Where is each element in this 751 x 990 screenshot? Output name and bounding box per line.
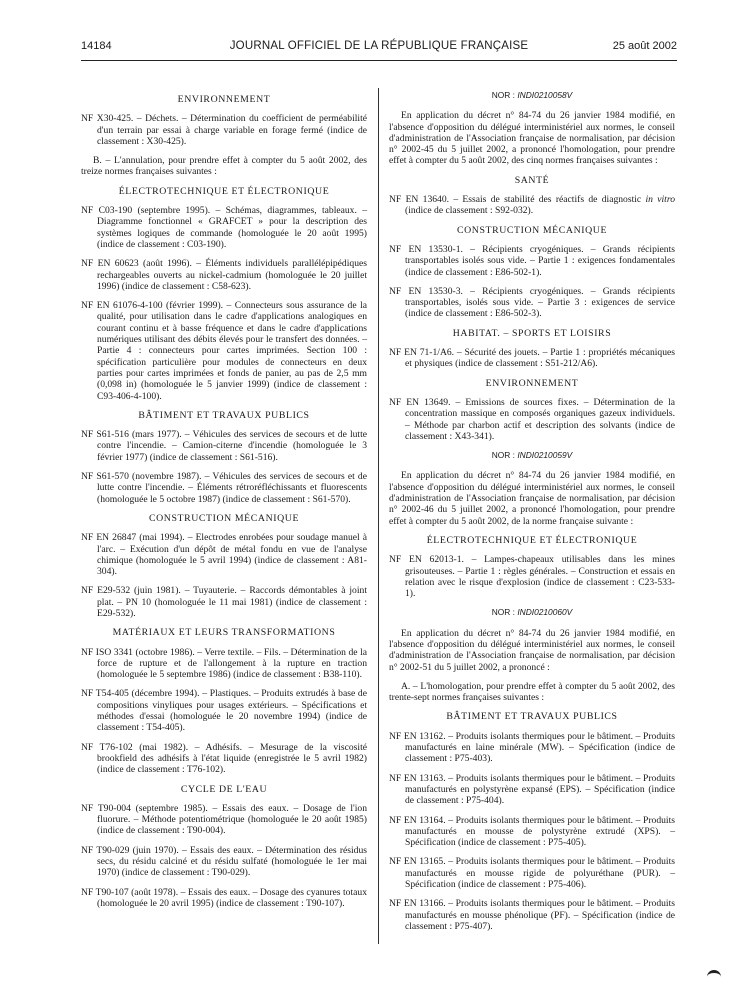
norm-entry: NF EN 26847 (mai 1994). – Electrodes enrobées pour soudage manuel à l'arc. – Exécution d'un dépôt de métal fondu en vue de l'analyse chimique (homologuée le 5 avril 1994) (indice de classement : A81-304).	[81, 532, 367, 578]
section-heading: SANTÉ	[514, 174, 550, 186]
norm-entry: NF EN 62013-1. – Lampes-chapeaux utilisables dans les mines grisouteuses. – Partie 1 : règles générales. – Construction et essais en relation avec le risque d'explosion (indice de classement : C23-533-1).	[389, 554, 675, 600]
nor-reference	[389, 607, 675, 618]
section-heading: HABITAT. – SPORTS ET LOISIRS	[452, 327, 612, 339]
nor-label: NOR :	[491, 450, 518, 461]
continuation-mark	[707, 970, 721, 980]
norm-entry: NF E29-532 (juin 1981). – Tuyauterie. – Raccords démontables à joint plat. – PN 10 (homologuée le 11 mai 1981) (indice de classement : E29-532).	[81, 585, 367, 619]
nor-reference	[389, 450, 675, 461]
norm-entry-text: NF EN 13640. – Essais de stabilité des réactifs de diagnostic	[389, 194, 646, 206]
norm-entry	[389, 194, 675, 217]
nor-id: INDI0210058V	[517, 90, 573, 100]
section-heading: BÂTIMENT ET TRAVAUX PUBLICS	[138, 409, 310, 421]
norm-entry: NF EN 13163. – Produits isolants thermiques pour le bâtiment. – Produits manufacturés en polystyrène expansé (EPS). – Spécification (indice de classement : P75-404).	[389, 772, 675, 807]
norm-entry: NF T76-102 (mai 1982). – Adhésifs. – Mesurage de la viscosité brookfield des adhésifs à l'état liquide (enregistrée le 5 avril 1982) (indice de classement : T76-102).	[81, 741, 367, 776]
norm-entry: NF EN 13530-3. – Récipients cryogéniques. – Grands récipients transportables, isolés sous vide. – Partie 3 : exigences de service (indice de classement : E86-502-3).	[389, 285, 675, 320]
norm-entry: NF T90-029 (juin 1970). – Essais des eaux. – Détermination des résidus secs, du résidu calciné et du résidu sulfaté (homologuée le 1er mai 1970) (indice de classement : T90-029).	[81, 844, 367, 879]
paragraph: A. – L'homologation, pour prendre effet à compter du 5 août 2002, des trente-sept normes françaises suivantes :	[389, 680, 675, 704]
column-divider	[378, 88, 379, 944]
left-column	[81, 88, 367, 917]
norm-entry-text: (indice de classement : S92-032).	[405, 205, 534, 217]
nor-reference	[389, 90, 675, 101]
norm-entry: NF T54-405 (décembre 1994). – Plastiques. – Produits extrudés à base de compositions vinyliques pour usages extérieurs. – Spécifications et méthodes d'essai (homologuée le 20 novembre 1994) (indice de classement : T54-405).	[81, 688, 367, 734]
section-heading: CONSTRUCTION MÉCANIQUE	[148, 512, 300, 524]
norm-entry: NF EN 60623 (août 1996). – Éléments individuels parallélépipédiques rechargeables ouverts au nickel-cadmium (homologuée le 20 juillet 1996) (indice de classement : C58-623).	[81, 258, 367, 292]
norm-entry: NF T90-107 (août 1978). – Essais des eaux. – Dosage des cyanures totaux (homologuée le 20 avril 1995) (indice de classement : T90-107).	[81, 886, 367, 909]
norm-entry: NF T90-004 (septembre 1985). – Essais des eaux. – Dosage de l'ion fluorure. – Méthode potentiométrique (homologuée le 20 août 1985) (indice de classement : T90-004).	[81, 802, 367, 837]
paragraph: En application du décret n° 84-74 du 26 janvier 1984 modifié, en l'absence d'opposition du délégué interministériel aux normes, le conseil d'administration de l'Association française de normalisation, par décision n° 2002-51 du 5 juillet 2002, a prononcé :	[389, 627, 675, 673]
nor-id: INDI0210060V	[517, 607, 573, 618]
section-heading: ENVIRONNEMENT	[177, 94, 271, 105]
norm-entry: NF S61-516 (mars 1977). – Véhicules des services de secours et de lutte contre l'incendie. – Camion-citerne d'incendie (homologuée le 3 février 1977) (indice de classement : S61-516).	[81, 429, 367, 463]
section-heading: ÉLECTROTECHNIQUE ET ÉLECTRONIQUE	[426, 534, 638, 546]
norm-entry: NF EN 13164. – Produits isolants thermiques pour le bâtiment. – Produits manufacturés en mousse de polystyrène extrudé (XPS). – Spécification (indice de classement : P75-405).	[389, 814, 675, 849]
page-number: 14184	[81, 40, 112, 52]
nor-label: NOR :	[491, 90, 518, 100]
journal-title: JOURNAL OFFICIEL DE LA RÉPUBLIQUE FRANÇAISE	[229, 40, 529, 52]
paragraph: En application du décret n° 84-74 du 26 janvier 1984 modifié, en l'absence d'opposition du délégué interministériel aux normes, le conseil d'administration de l'Association française de normalisation, par décision n° 2002-45 du 5 juillet 2002, a prononcé l'homologation, pour prendre effet à compter du 5 août 2002, des cinq normes françaises suivantes :	[389, 110, 675, 167]
page-header	[81, 40, 677, 56]
section-heading: CONSTRUCTION MÉCANIQUE	[456, 224, 608, 236]
norm-entry: NF S61-570 (novembre 1987). – Véhicules des services de secours et de lutte contre l'incendie. – Éléments rétroréfléchissants et fluorescents (homologuée le 5 octobre 1987) (indice de classement : S61-570).	[81, 471, 367, 505]
norm-entry: NF EN 13166. – Produits isolants thermiques pour le bâtiment. – Produits manufacturés en mousse phénolique (PF). – Spécification (indice de classement : P75-407).	[389, 898, 675, 932]
norm-entry: NF EN 61076-4-100 (février 1999). – Connecteurs sous assurance de la qualité, pour utilisation dans le cadre d'applications analogiques en courant continu et à basse fréquence et dans le cadre d'applications numériques utilisant des débits élevés pour le transfert des données. – Partie 4 : connecteurs pour cartes imprimées. Section 100 : spécification particulière pour modules de connecteurs en deux parties pour cartes imprimées et fonds de panier, au pas de 2,5 mm (0,098 in) (homologuée le 5 janvier 1999) (indice de classement : C93-406-4-100).	[81, 300, 367, 402]
norm-entry: NF EN 13649. – Emissions de sources fixes. – Détermination de la concentration massique en composés organiques gazeux individuels. – Méthode par charbon actif et description des solvants (indice de classement : X43-341).	[389, 396, 675, 442]
norm-entry-italic: in vitro	[645, 194, 675, 206]
header-rule	[81, 60, 677, 61]
section-heading: CYCLE DE L'EAU	[180, 783, 268, 795]
section-heading: ÉLECTROTECHNIQUE ET ÉLECTRONIQUE	[118, 185, 330, 197]
paragraph: B. – L'annulation, pour prendre effet à compter du 5 août 2002, des treize normes françaises suivantes :	[81, 155, 367, 178]
norm-entry: NF C03-190 (septembre 1995). – Schémas, diagrammes, tableaux. – Diagramme fonctionnel « GRAFCET » pour la description des systèmes logiques de commande (homologuée le 20 août 1995) (indice de classement : C03-190).	[81, 205, 367, 250]
norm-entry: NF EN 71-1/A6. – Sécurité des jouets. – Partie 1 : propriétés mécaniques et physiques (indice de classement : S51-212/A6).	[389, 347, 675, 370]
nor-id: INDI0210059V	[517, 450, 573, 461]
section-heading: BÂTIMENT ET TRAVAUX PUBLICS	[446, 711, 618, 723]
section-heading: MATÉRIAUX ET LEURS TRANSFORMATIONS	[112, 627, 336, 639]
norm-entry: NF EN 13162. – Produits isolants thermiques pour le bâtiment. – Produits manufacturés en laine minérale (MW). – Spécification (indice de classement : P75-403).	[389, 730, 675, 765]
publication-date: 25 août 2002	[612, 40, 677, 52]
norm-entry: NF X30-425. – Déchets. – Détermination du coefficient de perméabilité d'un terrain par essai à charge variable en forage fermé (indice de classement : X30-425).	[81, 113, 367, 147]
nor-label: NOR :	[491, 607, 518, 618]
paragraph: En application du décret n° 84-74 du 26 janvier 1984 modifié, en l'absence d'opposition du délégué interministériel aux normes, le conseil d'administration de l'Association française de normalisation, par décision n° 2002-46 du 5 juillet 2002, a prononcé l'homologation, pour prendre effet à compter du 5 août 2002, de la norme française suivante :	[389, 470, 675, 527]
right-column	[389, 88, 675, 940]
norm-entry: NF EN 13165. – Produits isolants thermiques pour le bâtiment. – Produits manufacturés en mousse rigide de polyuréthane (PUR). – Spécification (indice de classement : P75-406).	[389, 856, 675, 891]
section-heading: ENVIRONNEMENT	[485, 377, 579, 389]
norm-entry: NF ISO 3341 (octobre 1986). – Verre textile. – Fils. – Détermination de la force de rupture et de l'allongement à la rupture en traction (homologuée le 5 septembre 1986) (indice de classement : B38-110).	[81, 646, 367, 681]
norm-entry: NF EN 13530-1. – Récipients cryogéniques. – Grands récipients transportables isolés sous vide. – Partie 1 : exigences fondamentales (indice de classement : E86-502-1).	[389, 243, 675, 278]
